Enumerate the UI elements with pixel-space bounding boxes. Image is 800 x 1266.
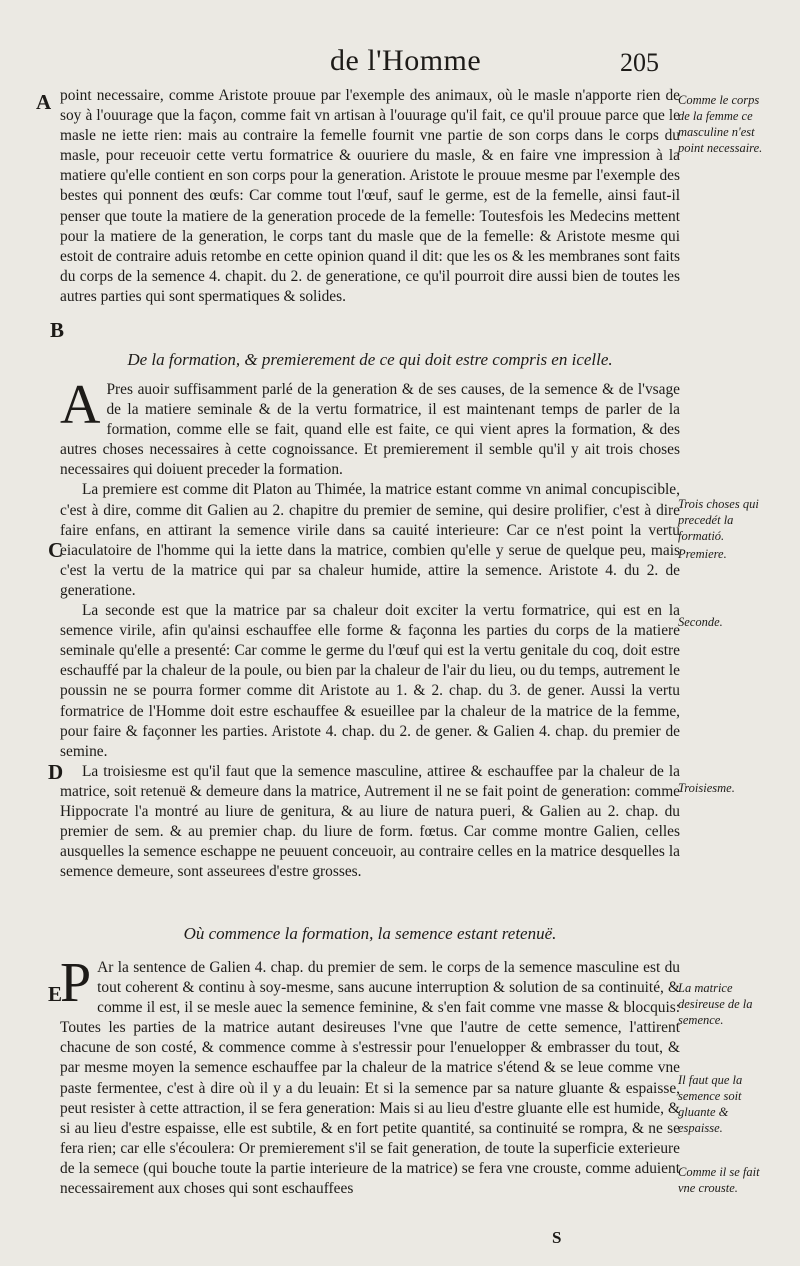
text-block-3	[60, 952, 680, 1199]
text-block-1	[60, 86, 680, 307]
paragraph-text: Pres auoir suffisamment parlé de la generation & de ses causes, de la semence & de l'vsage de la matiere seminale & de la vertu formatrice, il est maintenant temps de parler de la formation, comme elle se fait, quand elle est faite, ce qui vient apres la formation, & des autres choses necessaires à cette cognoissance. Et premierement il semble qu'il y ait trois choses necessaires qui doiuent preceder la formation.	[60, 381, 680, 479]
paragraph: La seconde est que la matrice par sa chaleur doit exciter la vertu formatrice, qui est en la semence virile, afin qu'ainsi eschauffee elle forme & façonna les parties du corps de la matiere seminale qu'elle a presenté: Car comme le germe du l'œuf qui est la vertu genitale du coq, doit estre eschauffé par la chaleur de la poule, ou bien par la chaleur de l'air du lieu, ou du temps, autrement le poussin ne se pourra former comme dit Aristote au 1. & 2. chap. du 3. de gener. Aussi la vertu formatrice de l'Homme doit estre eschauffee & esueillee par la chaleur de la matrice de la femme, pour faire & façonner les parties. Aristote 4. chap. du 2. de gener. & Galien 4. chap. du premier de semine.	[60, 602, 680, 760]
signature-mark: S	[552, 1228, 562, 1247]
running-title: de l'Homme	[330, 44, 482, 77]
paragraph: point necessaire, comme Aristote prouue par l'exemple des animaux, où le masle n'apporte rien de soy à l'ouurage que la façon, comme fait vn artisan à l'ouurage qu'il fait, ce qu'il prouue parce que le masle ne iette rien: mais au contraire la femelle fournit vne partie de son corps dans le corps du masle, pour receuoir cette vertu formatrice & ouuriere du masle, & en faire vne impression à la matiere qu'elle contient en son corps pour la generation. Aristote le prouue mesme par l'exemple des bestes qui ponnent des œufs: Car comme tout l'œuf, sauf le germe, est de la femelle, ainsi faut-il penser que toute la matiere de la generation procede de la femelle: Toutesfois les Medecins mettent pour la matiere de la generation, le corps tant du masle que de la femelle: & Aristote mesme qui estoit de contraire aduis retombe en cette opinion quand il dit: que les os & les membranes sont faits du corps de la semence 4. chapit. du 2. de generatione, ce qu'il pourroit dire aussi bien de toutes les autres parties qui sont spermatiques & solides.	[60, 87, 680, 305]
margin-note-5: Troisiesme.	[678, 781, 735, 795]
margin-letter-c: C	[48, 538, 64, 562]
margin-note-6: La matrice desireuse de la semence.	[678, 981, 753, 1027]
drop-cap: P	[60, 952, 92, 1014]
margin-letter-d: D	[48, 760, 64, 784]
page-number: 205	[620, 48, 659, 77]
margin-note-7: Il faut que la semence soit gluante & espaisse.	[678, 1073, 743, 1135]
paragraph-with-dropcap	[60, 374, 680, 480]
margin-note-2: Trois choses qui precedét la formatió.	[678, 497, 759, 543]
margin-note-8: Comme il se fait vne crouste.	[678, 1165, 760, 1195]
margin-letter-e: E	[48, 982, 63, 1006]
page-header	[0, 44, 800, 84]
margin-note-3: Premiere.	[678, 547, 727, 561]
margin-letter-b: B	[50, 318, 65, 342]
section-heading-formation: De la formation, & premierement de ce qui doit estre compris en icelle.	[127, 350, 613, 369]
paragraph: La troisiesme est qu'il faut que la semence masculine, attiree & eschauffee par la chaleur de la matrice, soit retenuë & demeure dans la matrice, Autrement il ne se fait point de generation: comme Hippocrate l'a montré au liure de genitura, & au liure de natura pueri, & Galien au 2. chap. du premier de sem. & au premier chap. du liure de form. fœtus. Car comme montre Galien, celles ausquelles la semence eschappe ne peuuent conceuoir, au contraire celles en la matrice desquelles la semence demeure, sont asseurees d'estre grosses.	[60, 762, 680, 881]
margin-note-1: Comme le corps de la femme ce masculine n'est point necessaire.	[678, 93, 763, 155]
paragraph: La premiere est comme dit Platon au Thimée, la matrice estant comme vn animal concupiscible, c'est à dire, comme dit Galien au 2. chapitre du premier de semine, qui desire prolifier, c'est à dire faire enfans, en attirant la semence virile dans sa cauité interieure: Car ce n'est point la vertu eiaculatoire de l'homme qui la iette dans la matrice, combien qu'elle y serue de quelque peu, mais c'est la vertu de la matrice qui par sa chaleur humide, attire la semence. Aristote 4. du 2. de generatione.	[60, 481, 680, 599]
section-heading-commencement: Où commence la formation, la semence estant retenuë.	[183, 924, 557, 943]
margin-letter-a: A	[36, 90, 52, 114]
paragraph-with-dropcap	[60, 952, 680, 1199]
drop-cap: A	[60, 374, 101, 436]
paragraph-text: Ar la sentence de Galien 4. chap. du premier de sem. le corps de la semence masculine est du tout coherent & continu à soy-mesme, sans aucune interruption & solution de sa continuité, & comme il est, il se mesle auec la semence feminine, & s'en fait comme vne masse & blocquis: Toutes les parties de la matrice autant desireuses l'vne que l'autre de cette semence, l'attirent chacune de son costé, & commence comme à s'estressir pour l'enuelopper & embrasser du tout, & par mesme moyen la semence eschauffee par la chaleur de la matrice s'étend & se leue comme vne paste fermentee, c'est à dire où il y a du leuain: Et si la semence par sa nature gluante & espaisse, peut resister à cette attraction, il se fera generation: Mais si au lieu d'estre gluante elle est humide, & si au lieu d'estre espaisse, elle est subtile, & en fort petite quantité, sa continuité se rompra, & ne se fera rien; car elle s'écoulera: Or premierement s'il se fait generation, de toute la superficie exterieure de la semece (qui bouche toute la partie interieure de la matrice) se fera vne crouste, comme aduient necessairement aux choses qui sont eschauffees	[60, 959, 680, 1198]
text-block-2	[60, 374, 680, 882]
margin-note-4: Seconde.	[678, 615, 723, 629]
